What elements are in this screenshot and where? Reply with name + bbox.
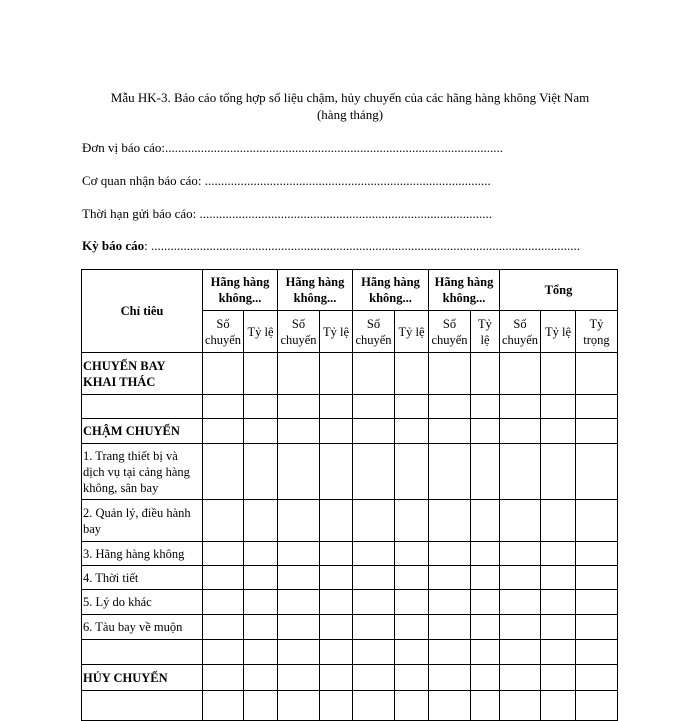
row-label-cause-1: 1. Trang thiết bị và dịch vụ tại cảng hàng không, sân bay bbox=[82, 444, 203, 500]
table-row bbox=[82, 615, 618, 640]
title-line-1: Mẫu HK-3. Báo cáo tổng hợp số liệu chậm, hủy chuyến của các hãng hàng không Việt Nam bbox=[110, 90, 590, 105]
sub-rate: Tỷ lệ bbox=[541, 311, 576, 353]
table-row bbox=[82, 353, 618, 395]
table-row bbox=[82, 444, 618, 500]
reporting-unit-field: Đơn vị báo cáo:........................................................................................................ bbox=[82, 140, 504, 155]
table-row bbox=[82, 640, 618, 665]
receiving-agency-field: Cơ quan nhận báo cáo: ........................................................................................ bbox=[82, 173, 491, 188]
row-label-delayed: CHẬM CHUYẾN bbox=[82, 419, 203, 444]
sub-rate: Tỷ lệ bbox=[320, 311, 353, 353]
sub-flights: Số chuyến bbox=[278, 311, 320, 353]
table-row bbox=[82, 395, 618, 419]
report-table bbox=[81, 269, 618, 721]
header-total: Tổng bbox=[500, 270, 618, 311]
sub-flights: Số chuyến bbox=[203, 311, 244, 353]
header-airline-3: Hãng hàng không... bbox=[353, 270, 429, 311]
row-label-cause-2: 2. Quản lý, điều hành bay bbox=[82, 500, 203, 542]
sub-flights: Số chuyến bbox=[353, 311, 395, 353]
period-field bbox=[82, 238, 580, 254]
period-label: Kỳ báo cáo bbox=[82, 238, 145, 253]
row-label-cause-4: 4. Thời tiết bbox=[82, 566, 203, 590]
table-row bbox=[82, 691, 618, 721]
sub-flights: Số chuyến bbox=[500, 311, 541, 353]
document-title bbox=[80, 89, 620, 123]
sub-rate: Tỷ lệ bbox=[471, 311, 500, 353]
row-label-cause-5: 5. Lý do khác bbox=[82, 590, 203, 615]
table-row bbox=[82, 590, 618, 615]
table-row bbox=[82, 665, 618, 691]
sub-flights: Số chuyến bbox=[429, 311, 471, 353]
deadline-field: Thời hạn gửi báo cáo: .......................................................................................... bbox=[82, 206, 493, 221]
table-row bbox=[82, 419, 618, 444]
sub-share: Tỷ trọng bbox=[576, 311, 618, 353]
header-airline-2: Hãng hàng không... bbox=[278, 270, 353, 311]
table-row bbox=[82, 542, 618, 566]
row-label-operated: CHUYẾN BAY KHAI THÁC bbox=[82, 353, 203, 395]
period-dots: : .................................................................................................................................... bbox=[144, 238, 580, 253]
header-airline-1: Hãng hàng không... bbox=[203, 270, 278, 311]
header-airline-4: Hãng hàng không... bbox=[429, 270, 500, 311]
sub-rate: Tỷ lệ bbox=[395, 311, 429, 353]
row-label-cause-6: 6. Tàu bay về muộn bbox=[82, 615, 203, 640]
header-indicator: Chỉ tiêu bbox=[82, 270, 203, 353]
table-row bbox=[82, 500, 618, 542]
row-label-cancelled: HỦY CHUYẾN bbox=[82, 665, 203, 691]
sub-rate: Tỷ lệ bbox=[244, 311, 278, 353]
row-label-cause-3: 3. Hãng hàng không bbox=[82, 542, 203, 566]
title-line-2: (hàng tháng) bbox=[316, 107, 384, 122]
header-row-1 bbox=[82, 270, 618, 311]
table-row bbox=[82, 566, 618, 590]
